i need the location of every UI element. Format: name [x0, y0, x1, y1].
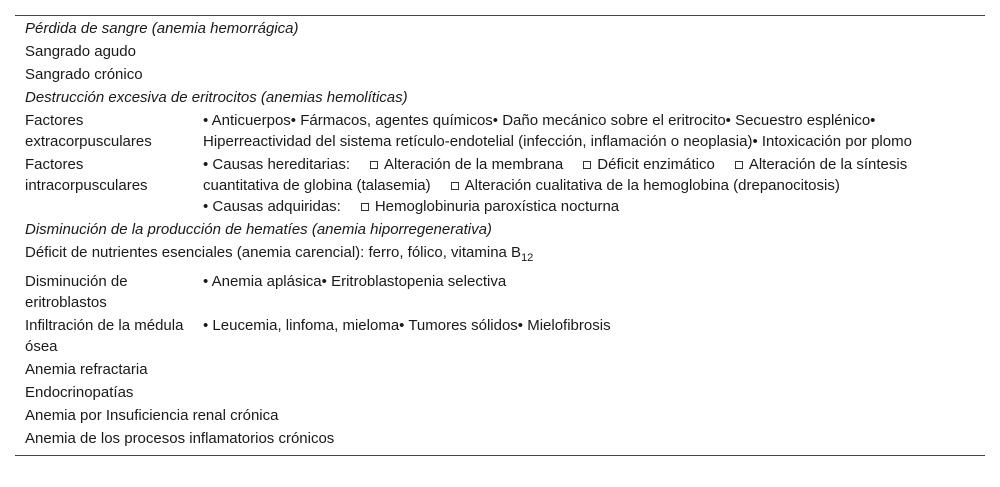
row-nutrient-deficit [15, 242, 985, 271]
acquired-causes [203, 196, 975, 217]
row-chronic-inflammation: Anemia de los procesos inflamatorios crónicos [25, 430, 335, 447]
extracorpuscular-label: Factores extracorpusculares [25, 112, 152, 150]
square-bullet-icon [735, 161, 743, 169]
row-chronic-bleeding: Sangrado crónico [25, 66, 143, 83]
row-refractory-anemia: Anemia refractaria [25, 361, 148, 378]
hereditary-item-4: Alteración cualitativa de la hemoglobina (drepanocitosis) [464, 177, 840, 194]
square-bullet-icon [451, 182, 459, 190]
section-hyporegenerative: Disminución de la producción de hematíes (anemia hiporregenerativa) [25, 221, 492, 238]
row-endocrinopathies: Endocrinopatías [25, 384, 134, 401]
marrow-infiltration-desc: • Leucemia, linfoma, mieloma• Tumores sólidos• Mielofibrosis [203, 317, 611, 334]
section-hemolytic: Destrucción excesiva de eritrocitos (anemias hemolíticas) [25, 89, 408, 106]
hereditary-causes [203, 154, 975, 196]
acquired-item-1: Hemoglobinuria paroxística nocturna [374, 198, 620, 215]
square-bullet-icon [583, 161, 591, 169]
erythroblasts-label: Disminución de eritroblastos [25, 273, 128, 311]
row-erythroblasts [15, 271, 985, 315]
row-extracorpuscular [15, 110, 985, 154]
hereditary-label: • Causas hereditarias: [203, 156, 350, 173]
hereditary-item-2: Déficit enzimático [597, 156, 715, 173]
row-intracorpuscular [15, 154, 985, 219]
erythroblasts-desc: • Anemia aplásica• Eritroblastopenia selectiva [203, 273, 507, 290]
square-bullet-icon [361, 203, 369, 211]
nutrient-subscript: 12 [521, 252, 534, 264]
hereditary-item-3: Alteración de la síntesis cuantitativa de globina (talasemia) [203, 156, 908, 194]
marrow-infiltration-label: Infiltración de la médula ósea [25, 317, 184, 355]
acquired-label: • Causas adquiridas: [203, 198, 341, 215]
square-bullet-icon [370, 161, 378, 169]
row-acute-bleeding: Sangrado agudo [25, 43, 136, 60]
nutrient-text: Déficit de nutrientes esenciales (anemia carencial): ferro, fólico, vitamina B [25, 244, 522, 261]
row-marrow-infiltration [15, 315, 985, 359]
section-blood-loss: Pérdida de sangre (anemia hemorrágica) [25, 20, 299, 37]
row-renal-insufficiency: Anemia por Insuficiencia renal crónica [25, 407, 279, 424]
hereditary-item-1: Alteración de la membrana [384, 156, 564, 173]
intracorpuscular-label: Factores intracorpusculares [25, 156, 148, 194]
intracorpuscular-desc [203, 154, 975, 217]
anemia-classification-table [15, 15, 985, 456]
extracorpuscular-desc: • Anticuerpos• Fármacos, agentes químicos• Daño mecánico sobre el eritrocito• Secuestro esplénico• Hiperreactividad del sistema retículo-endotelial (infección, inflamación o neoplasia)• Intoxicación por plomo [203, 112, 912, 150]
